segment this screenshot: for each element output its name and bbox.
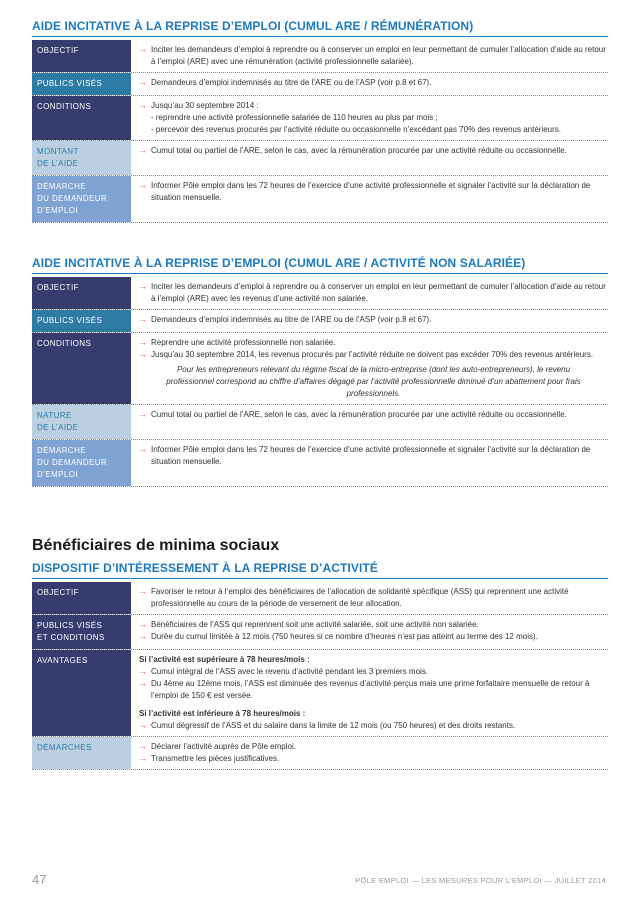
table-row-avantages [32,650,608,737]
list-item: → Du 4ème au 12ème mois, l’ASS est diminuée des revenus d’activité perçus mais une prime forfaitaire mensuelle de retour à l’emploi de 150 € est versée. [139,679,590,700]
row-label: CONDITIONS [32,96,131,140]
row-content [131,615,608,649]
list-item: → Favoriser le retour à l’emploi des bénéficiaires de l’allocation de solidarité spécifique (ASS) qui reprennent une activité professionnelle au cours de la période de versement de leur allocation. [139,587,569,608]
row-content [131,96,608,140]
list-item: → Demandeurs d’emploi indemnisés au titre de l’ARE ou de l’ASP (voir p.8 et 67). [139,78,432,87]
row-label: DÉMARCHES [32,737,131,769]
arrow-right-icon: → [139,742,147,751]
row-label: PUBLICS VISÉS [32,73,131,95]
row-content [131,440,608,486]
table-row-conditions [32,96,608,141]
arrow-right-icon: → [139,445,147,454]
row-content [131,333,608,404]
arrow-right-icon: → [139,315,147,324]
list-item: → Informer Pôle emploi dans les 72 heures de l’exercice d’une activité professionnelle et signaler l’activité sur la déclaration de situation mensuelle. [139,181,591,202]
row-label: OBJECTIF [32,40,131,72]
page-heading: Bénéficiaires de minima sociaux [32,537,280,554]
row-content [131,737,608,769]
arrow-right-icon: → [139,181,147,190]
subheading: Si l’activité est inférieure à 78 heures/mois : [139,709,306,718]
list-item: → Informer Pôle emploi dans les 72 heures de l’exercice d’une activité professionnelle et signaler l’activité sur la déclaration de situation mensuelle. [139,445,591,466]
row-content [131,405,608,439]
arrow-right-icon: → [139,146,147,155]
section-title-cumul-remuneration: AIDE INCITATIVE À LA REPRISE D’EMPLOI (CUMUL ARE / RÉMUNÉRATION) [32,19,474,33]
table-row-conditions [32,333,608,405]
list-item: → Jusqu’au 30 septembre 2014 : [139,101,259,110]
arrow-right-icon: → [139,754,147,763]
list-item: → Inciter les demandeurs d’emploi à reprendre ou à conserver un emploi en leur permettant de cumuler l’allocation d’aide au retour à l’emploi (ARE) avec les revenus d’une activité non salariée. [139,282,606,303]
list-item: → Inciter les demandeurs d’emploi à reprendre ou à conserver un emploi en leur permettant de cumuler l’allocation d’aide au retour à l’emploi (ARE) avec une rémunération (activité professionnelle salariée). [139,45,606,66]
footer-text: PÔLE EMPLOI — LES MESURES POUR L’EMPLOI — JUILLET 2014 [355,876,606,885]
list-item: → Durée du cumul limitée à 12 mois (750 heures si ce nombre d’heures n’est pas atteint au terme des 12 mois). [139,632,538,641]
row-content [131,73,608,95]
arrow-right-icon: → [139,78,147,87]
table-row-objectif [32,40,608,73]
table-cumul-remuneration [32,40,608,223]
row-label: PUBLICS VISÉS ET CONDITIONS [32,615,131,649]
section-rule [32,578,608,579]
list-item: → Reprendre une activité professionnelle non salariée. [139,338,336,347]
arrow-right-icon: → [139,632,147,641]
list-item: → Transmettre les pièces justificatives. [139,754,280,763]
row-content [131,40,608,72]
section-title-cumul-non-salariee: AIDE INCITATIVE À LA REPRISE D’EMPLOI (CUMUL ARE / ACTIVITÉ NON SALARIÉE) [32,256,526,270]
sub-item: - reprendre une activité professionnelle salariée de 110 heures au plus par mois ; [151,113,438,122]
subheading: Si l’activité est supérieure à 78 heures/mois : [139,655,310,664]
table-row-objectif [32,582,608,615]
table-row-nature [32,405,608,440]
row-content [131,650,608,736]
italic-note: Pour les entrepreneurs relevant du régime fiscal de la micro-entreprise (dont les auto-entrepreneurs), le revenu professionnel correspond au chiffre d’affaires dégagé par l’activité professionnelle diminué d’un abattement pour frais professionnels. [166,365,581,398]
row-content [131,582,608,614]
row-label: AVANTAGES [32,650,131,736]
section-title-interessement: DISPOSITIF D’INTÉRESSEMENT À LA REPRISE D’ACTIVITÉ [32,561,378,575]
row-label: OBJECTIF [32,277,131,309]
row-content [131,141,608,175]
arrow-right-icon: → [139,410,147,419]
list-item: → Bénéficiaires de l’ASS qui reprennent soit une activité salariée, soit une activité non salariée. [139,620,479,629]
row-label: CONDITIONS [32,333,131,404]
table-row-demarche [32,440,608,487]
row-content [131,277,608,309]
table-row-publics-conditions [32,615,608,650]
arrow-right-icon: → [139,587,147,596]
row-label: NATURE DE L’AIDE [32,405,131,439]
sub-item: - percevoir des revenus procurés par l’activité réduite ou occasionnelle n’excédant pas 70% des revenus antérieurs. [151,125,562,134]
row-label: DÉMARCHE DU DEMANDEUR D’EMPLOI [32,440,131,486]
section-rule [32,273,608,274]
row-label: MONTANT DE L’AIDE [32,141,131,175]
arrow-right-icon: → [139,667,147,676]
list-item: → Demandeurs d’emploi indemnisés au titre de l’ARE ou de l’ASP (voir p.8 et 67). [139,315,432,324]
table-row-publics [32,310,608,333]
arrow-right-icon: → [139,721,147,730]
row-content [131,176,608,222]
row-label: OBJECTIF [32,582,131,614]
row-content [131,310,608,332]
section-rule [32,36,608,37]
list-item: → Cumul total ou partiel de l’ARE, selon le cas, avec la rémunération procurée par une activité réduite ou occasionnelle. [139,146,567,155]
arrow-right-icon: → [139,45,147,54]
table-row-demarches [32,737,608,770]
table-row-montant [32,141,608,176]
table-interessement [32,582,608,770]
table-row-objectif [32,277,608,310]
arrow-right-icon: → [139,101,147,110]
list-item: → Cumul intégral de l’ASS avec le revenu d’activité pendant les 3 premiers mois. [139,667,429,676]
arrow-right-icon: → [139,350,147,359]
table-cumul-non-salariee [32,277,608,487]
list-item: → Déclarer l’activité auprès de Pôle emploi. [139,742,296,751]
list-item: → Jusqu’au 30 septembre 2014, les revenus procurés par l’activité réduite ne doivent pas excéder 70% des revenus antérieurs. [139,350,594,359]
arrow-right-icon: → [139,620,147,629]
arrow-right-icon: → [139,282,147,291]
list-item: → Cumul dégressif de l’ASS et du salaire dans la limite de 12 mois (ou 750 heures) et des droits restants. [139,721,516,730]
arrow-right-icon: → [139,679,147,688]
table-row-publics [32,73,608,96]
arrow-right-icon: → [139,338,147,347]
page-number: 47 [32,872,47,887]
list-item: → Cumul total ou partiel de l’ARE, selon le cas, avec la rémunération procurée par une activité réduite ou occasionnelle. [139,410,567,419]
row-label: PUBLICS VISÉS [32,310,131,332]
row-label: DÉMARCHE DU DEMANDEUR D’EMPLOI [32,176,131,222]
table-row-demarche [32,176,608,223]
